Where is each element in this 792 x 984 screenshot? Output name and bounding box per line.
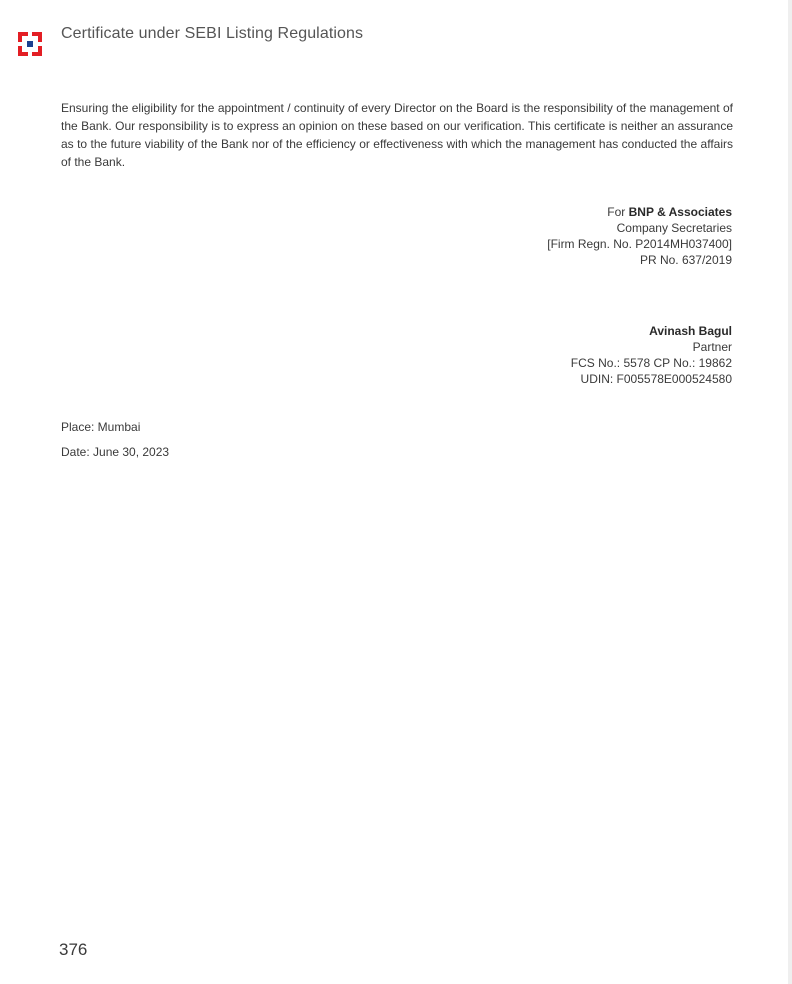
firm-registration: [Firm Regn. No. P2014MH037400] bbox=[547, 237, 732, 251]
firm-prefix: For bbox=[607, 205, 629, 219]
page-edge-divider bbox=[788, 0, 792, 984]
firm-signature-block bbox=[547, 204, 732, 268]
bank-logo-icon bbox=[18, 32, 42, 56]
page-header-title: Certificate under SEBI Listing Regulations bbox=[61, 25, 364, 42]
signatory-fcs: FCS No.: 5578 CP No.: 19862 bbox=[570, 356, 732, 370]
place-line: Place: Mumbai bbox=[61, 420, 141, 434]
signatory-udin: UDIN: F005578E000524580 bbox=[580, 372, 732, 386]
page-number: 376 bbox=[59, 940, 88, 959]
firm-pr-number: PR No. 637/2019 bbox=[639, 253, 732, 267]
firm-line bbox=[547, 204, 732, 220]
partner-signature-block bbox=[571, 323, 732, 387]
date-line: Date: June 30, 2023 bbox=[61, 445, 170, 459]
firm-name: BNP & Associates bbox=[628, 205, 732, 219]
firm-type: Company Secretaries bbox=[616, 221, 732, 235]
signatory-name: Avinash Bagul bbox=[649, 324, 732, 338]
signatory-role: Partner bbox=[692, 340, 732, 354]
certificate-paragraph: Ensuring the eligibility for the appointment / continuity of every Director on the Board is the responsibility of the management of the Bank. Our responsibility is to express an opinion on these based on our verification. This certificate is neither an assurance as to the future viability of the Bank nor of the efficiency or effectiveness with which the management has conducted the affairs of the Bank. bbox=[61, 101, 733, 169]
